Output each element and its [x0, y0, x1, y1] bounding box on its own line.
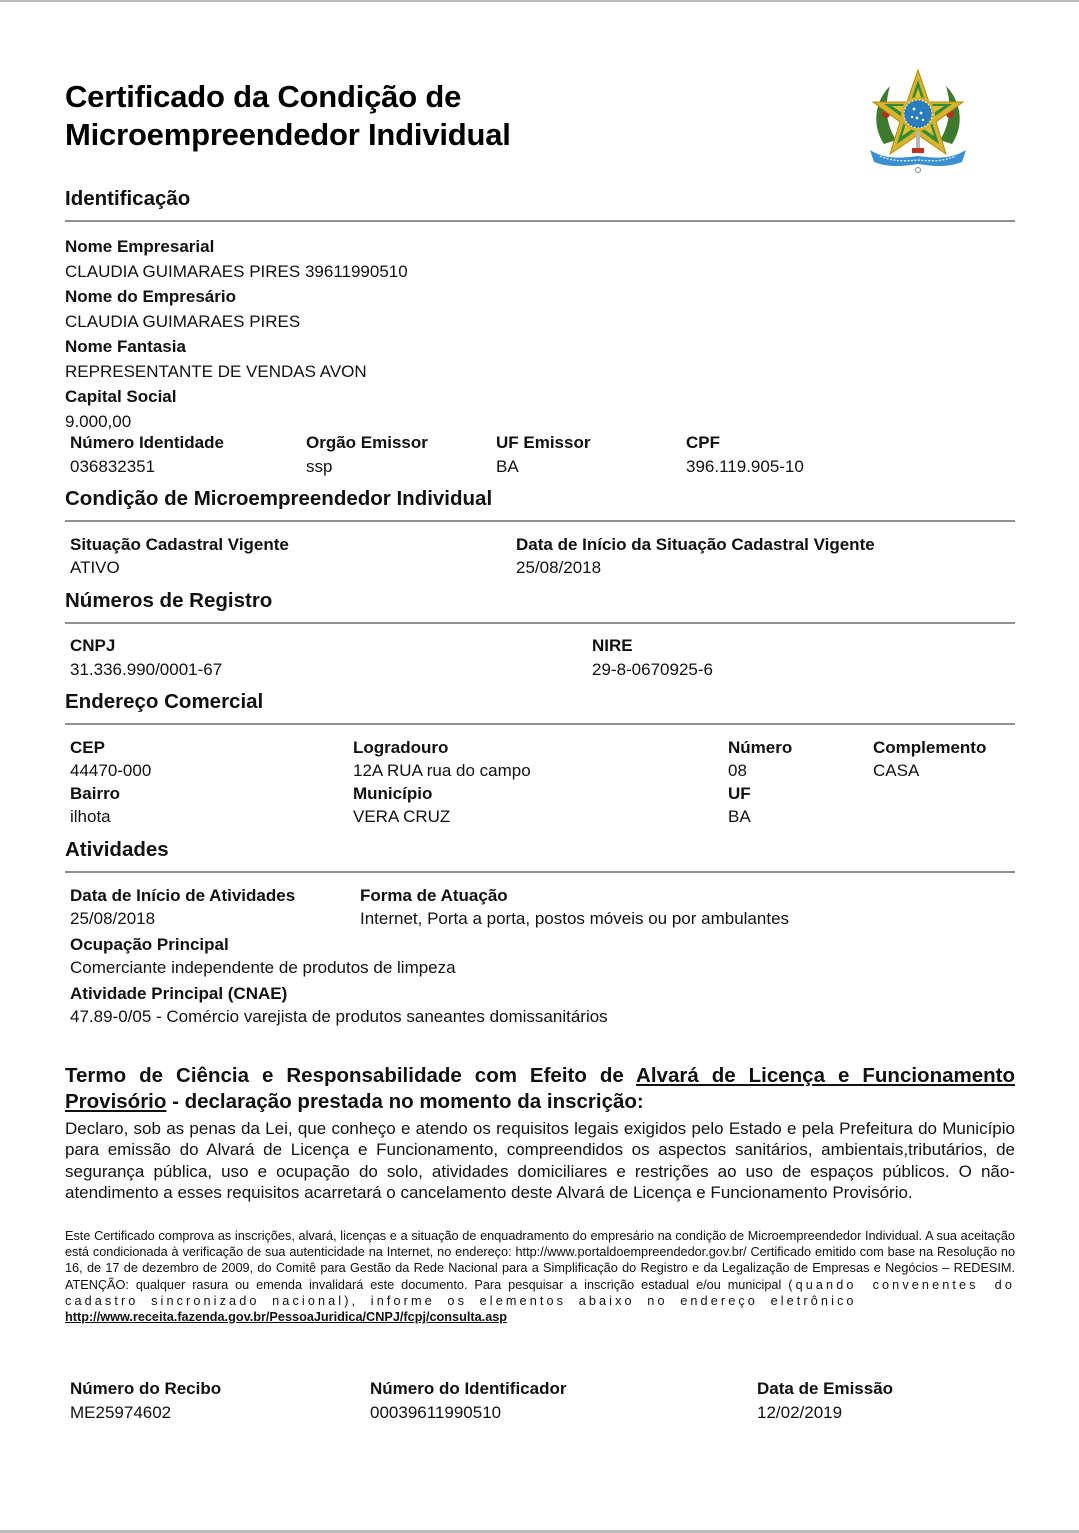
numero-identidade-value: 036832351: [70, 457, 156, 476]
section-divider: [65, 871, 1015, 873]
nome-empresario-value: CLAUDIA GUIMARAES PIRES: [65, 312, 301, 331]
nome-empresarial-value: CLAUDIA GUIMARAES PIRES 39611990510: [65, 262, 408, 281]
situacao-cadastral-value: ATIVO: [70, 558, 120, 577]
section-heading-endereco: Endereço Comercial: [65, 690, 264, 713]
cnae-value: 47.89-0/05 - Comércio varejista de produtos saneantes domissanitários: [70, 1007, 608, 1026]
termo-title-suffix: - declaração prestada no momento da inscrição:: [166, 1090, 644, 1113]
top-border: [0, 0, 1079, 2]
ocupacao-principal-value: Comerciante independente de produtos de limpeza: [70, 958, 456, 977]
section-divider: [65, 622, 1015, 624]
section-heading-registro: Números de Registro: [65, 589, 273, 612]
alvara-link[interactable]: Alvará de Licença e Funcionamento Provisório: [65, 1064, 1015, 1113]
termo-body: Declaro, sob as penas da Lei, que conheço e atendo os requisitos legais exigidos pelo Estado e pela Prefeitura do Município para emissão do Alvará de Licença e Funcionamento, compreendidos os aspectos sanitários, ambientais,tributários, de segurança pública, uso e ocupação do solo, atividades domiciliares e restrições ao uso de espaços públicos. O não-atendimento a esses requisitos acarretará o cancelamento deste Alvará de Licença e Funcionamento Provisório.: [65, 1119, 1015, 1202]
cep-value: 44470-000: [70, 761, 152, 780]
uf-emissor-label: UF Emissor: [496, 433, 591, 452]
section-divider: [65, 220, 1015, 222]
uf-label: UF: [728, 784, 751, 803]
numero-identidade-label: Número Identidade: [70, 433, 224, 452]
data-emissao-label: Data de Emissão: [757, 1379, 894, 1398]
nire-value: 29-8-0670925-6: [592, 660, 713, 679]
numero-recibo-label: Número do Recibo: [70, 1379, 222, 1398]
section-divider: [65, 520, 1015, 522]
receita-consulta-link[interactable]: http://www.receita.fazenda.gov.br/PessoaJuridica/CNPJ/fcpj/consulta.asp: [65, 1310, 508, 1325]
complemento-label: Complemento: [873, 738, 987, 757]
page-title: [65, 78, 511, 154]
termo-title-prefix: Termo de Ciência e Responsabilidade com Efeito de: [65, 1064, 637, 1087]
cnae-label: Atividade Principal (CNAE): [70, 984, 288, 1003]
data-emissao-value: 12/02/2019: [757, 1403, 843, 1422]
numero-identificador-value: 00039611990510: [370, 1403, 502, 1422]
cep-label: CEP: [70, 738, 105, 757]
forma-atuacao-label: Forma de Atuação: [360, 886, 508, 905]
uf-emissor-value: BA: [496, 457, 519, 476]
orgao-emissor-label: Orgão Emissor: [306, 433, 428, 452]
numero-value: 08: [728, 761, 747, 780]
capital-social-label: Capital Social: [65, 387, 177, 406]
section-divider: [65, 723, 1015, 725]
title-line-1: Certificado da Condição de: [65, 79, 462, 114]
termo-title: [65, 1063, 1015, 1115]
orgao-emissor-value: ssp: [306, 457, 333, 476]
nome-fantasia-value: REPRESENTANTE DE VENDAS AVON: [65, 362, 367, 381]
numero-label: Número: [728, 738, 793, 757]
data-inicio-situacao-label: Data de Início da Situação Cadastral Vigente: [516, 535, 875, 554]
data-inicio-situacao-value: 25/08/2018: [516, 558, 602, 577]
logradouro-value: 12A RUA rua do campo: [353, 761, 531, 780]
situacao-cadastral-label: Situação Cadastral Vigente: [70, 535, 289, 554]
complemento-value: CASA: [873, 761, 920, 780]
numero-recibo-value: ME25974602: [70, 1403, 172, 1422]
brazil-coat-of-arms-icon: [866, 66, 970, 174]
nome-fantasia-label: Nome Fantasia: [65, 337, 186, 356]
cnpj-label: CNPJ: [70, 636, 116, 655]
fine-print: [65, 1228, 1015, 1325]
nome-empresario-label: Nome do Empresário: [65, 287, 236, 306]
capital-social-value: 9.000,00: [65, 412, 132, 431]
municipio-label: Município: [353, 784, 433, 803]
section-heading-condicao: Condição de Microempreendedor Individual: [65, 487, 493, 510]
cpf-value: 396.119.905-10: [686, 457, 804, 476]
cpf-label: CPF: [686, 433, 720, 452]
municipio-value: VERA CRUZ: [353, 807, 451, 826]
cnpj-value: 31.336.990/0001-67: [70, 660, 223, 679]
bairro-label: Bairro: [70, 784, 121, 803]
numero-identificador-label: Número do Identificador: [370, 1379, 567, 1398]
logradouro-label: Logradouro: [353, 738, 449, 757]
fine-print-spaced-text: (quando convenentes do cadastro sincronizado nacional), informe os elementos abaixo no endereço eletrônico: [65, 1277, 1015, 1308]
forma-atuacao-value: Internet, Porta a porta, postos móveis ou por ambulantes: [360, 909, 790, 928]
title-line-2: Microempreendedor Individual: [65, 117, 511, 152]
bairro-value: ilhota: [70, 807, 111, 826]
section-heading-atividades: Atividades: [65, 838, 169, 861]
ocupacao-principal-label: Ocupação Principal: [70, 935, 229, 954]
data-inicio-atividades-label: Data de Início de Atividades: [70, 886, 296, 905]
data-inicio-atividades-value: 25/08/2018: [70, 909, 156, 928]
uf-value: BA: [728, 807, 751, 826]
fine-print-text: Este Certificado comprova as inscrições, alvará, licenças e a situação de enquadramento do empresário na condição de Microempreendedor Individual. A sua aceitação está condicionada à verificação de sua autenticidade na Internet, no endereço: http://www.portaldoempreendedor.gov.br/ Certificado emitido com base na Resolução no 16, de 17 de dezembro de 2009, do Comitê para Gestão da Rede Nacional para a Simplificação do Registro e da Legalização de Empresas e Negócios – REDESIM. ATENÇÃO: qualquer rasura ou emenda invalidará este documento. Para pesquisar a inscrição estadual e/ou municipal: [65, 1229, 1015, 1292]
nire-label: NIRE: [592, 636, 633, 655]
nome-empresarial-label: Nome Empresarial: [65, 237, 215, 256]
section-heading-identificacao: Identificação: [65, 187, 191, 210]
